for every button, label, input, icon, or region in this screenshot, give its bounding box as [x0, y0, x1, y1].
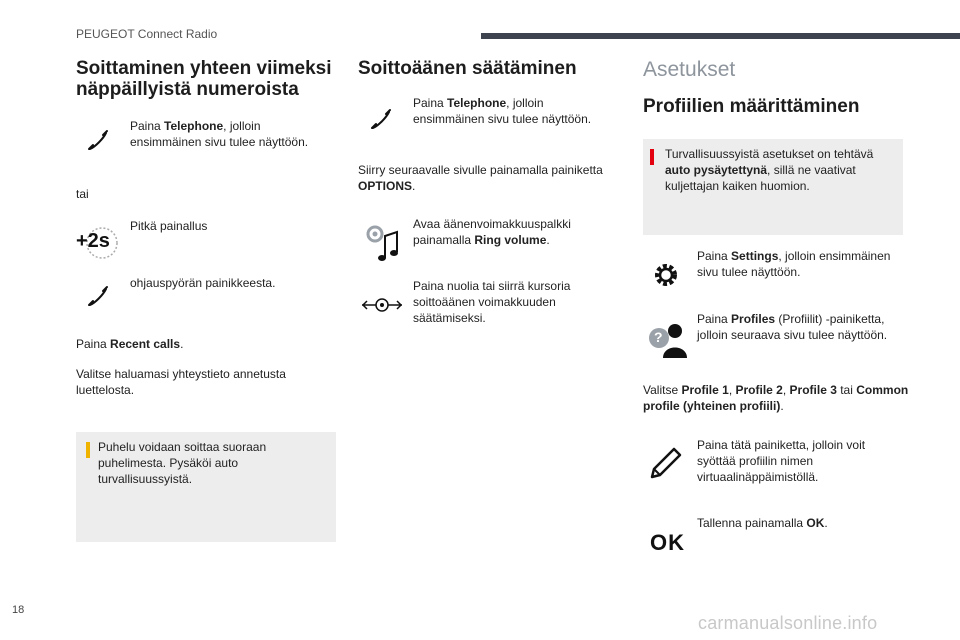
phone-icon	[86, 285, 110, 309]
col1-or: tai	[76, 187, 89, 201]
col2-title	[358, 58, 577, 79]
edit-pencil-icon	[648, 447, 682, 481]
col3-section: Asetukset	[643, 58, 736, 81]
ok-button-icon	[650, 530, 685, 556]
profile-user-icon	[645, 322, 687, 358]
long-press-2s-text: +2s	[76, 230, 110, 252]
col2-step3: Avaa äänenvoimakkuuspalkki painamalla Ring volume.	[413, 217, 571, 247]
col3-step3: Valitse Profile 1, Profile 2, Profile 3 tai Common profile (yhteinen profiili).	[643, 383, 909, 413]
phone-icon	[86, 129, 110, 153]
col1-title	[76, 58, 332, 100]
col3-step5: Tallenna painamalla OK.	[697, 516, 828, 530]
col3-step1: Paina Settings, jolloin ensimmäinen sivu tulee näyttöön.	[697, 249, 891, 279]
col1-step2: Pitkä painallus	[130, 219, 208, 233]
col2-step4: Paina nuolia tai siirrä kursoria soittoäänen voimakkuuden säätämiseksi.	[413, 279, 571, 325]
warning-box	[643, 139, 903, 235]
col1-title-line1: Soittaminen yhteen viimeksi	[76, 58, 332, 79]
long-press-2s-icon	[76, 226, 120, 260]
page-number: 18	[12, 604, 25, 616]
col2-title-text: Soittoäänen säätäminen	[358, 58, 577, 79]
col3-step4: Paina tätä painiketta, jolloin voit syöttää profiilin nimen virtuaalinäppäimistöllä.	[697, 438, 866, 484]
col3-title-text: Profiilien määrittäminen	[643, 96, 860, 117]
volume-slider-icon	[360, 296, 404, 314]
info-text: Puhelu voidaan soittaa suoraan puhelimesta. Pysäköi auto turvallisuussyistä.	[98, 440, 267, 486]
info-box	[76, 432, 336, 542]
col3-step2: Paina Profiles (Profiilit) -painiketta, jolloin seuraava sivu tulee näyttöön.	[697, 312, 888, 342]
phone-icon	[369, 108, 393, 132]
header-bar	[481, 33, 960, 39]
info-mark	[86, 442, 90, 458]
ringtone-settings-icon	[363, 222, 403, 262]
col1-step4: Paina Recent calls.	[76, 337, 184, 351]
watermark: carmanualsonline.info	[698, 613, 878, 633]
col1-step1: Paina Telephone, jolloin ensimmäinen sivu tulee näyttöön.	[130, 119, 309, 149]
col1-step3: ohjauspyörän painikkeesta.	[130, 276, 276, 290]
profile-question-mark: ?	[654, 329, 663, 345]
col2-step2: Siirry seuraavalle sivulle painamalla painiketta OPTIONS.	[358, 163, 603, 193]
ok-icon-text: OK	[650, 530, 685, 555]
col3-title	[643, 96, 859, 117]
warning-text: Turvallisuussyistä asetukset on tehtävä auto pysäytettynä, sillä ne vaativat kuljettajan kaiken huomion.	[665, 147, 874, 193]
settings-gear-icon	[651, 260, 681, 290]
col2-step1: Paina Telephone, jolloin ensimmäinen sivu tulee näyttöön.	[413, 96, 592, 126]
warning-mark	[650, 149, 654, 165]
header-title: PEUGEOT Connect Radio	[76, 27, 218, 41]
col1-title-line2: näppäillyistä numeroista	[76, 79, 299, 100]
col1-step5: Valitse haluamasi yhteystieto annetusta luettelosta.	[76, 367, 286, 397]
